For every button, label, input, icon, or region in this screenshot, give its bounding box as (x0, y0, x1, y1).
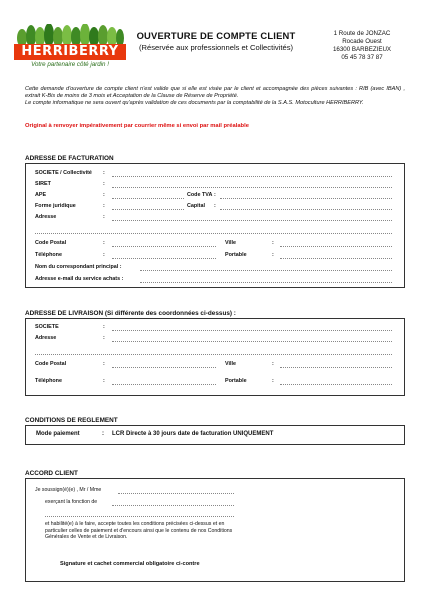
billing-siret-label: SIRET (35, 181, 51, 187)
intro-text (25, 86, 405, 108)
intro-paragraph-2: Le compte informatique ne sera ouvert qu'après validation de ces documents par la comptabilité de la S.A.S. Motoculture HERRIBERRY. (25, 100, 364, 107)
delivery-portable-label: Portable (225, 378, 247, 384)
delivery-section-title: ADRESSE DE LIVRAISON (Si différente des coordonnées ci-dessus) : (25, 310, 236, 317)
form-subtitle: (Réservée aux professionnels et Collectivités) (138, 43, 294, 52)
logo-tagline: Votre partenaire côté jardin ! (31, 61, 109, 68)
billing-ape-label: APE (35, 192, 47, 198)
agreement-function-field[interactable] (112, 505, 234, 506)
tree-logo-icon (16, 24, 124, 46)
agreement-line-2: exerçant la fonction de (45, 499, 98, 505)
billing-cp-label: Code Postal (35, 240, 67, 246)
agreement-function-field-2[interactable] (45, 516, 234, 517)
billing-adresse-field-2[interactable] (35, 233, 392, 234)
billing-portable-field[interactable] (280, 258, 392, 259)
delivery-societe-field[interactable] (112, 330, 392, 331)
delivery-ville-label: Ville (225, 361, 236, 367)
form-title: OUVERTURE DE COMPTE CLIENT (136, 30, 296, 41)
billing-tel-field[interactable] (112, 258, 216, 259)
billing-capital-field[interactable] (220, 209, 392, 210)
agreement-name-field[interactable] (118, 493, 234, 494)
delivery-adresse-field[interactable] (112, 341, 392, 342)
billing-adresse-field[interactable] (112, 220, 392, 221)
payment-value: LCR Directe à 30 jours date de facturation UNIQUEMENT (112, 431, 274, 437)
billing-capital-label: Capital (187, 203, 205, 209)
billing-tva-field[interactable] (220, 198, 392, 199)
delivery-ville-field[interactable] (280, 367, 392, 368)
company-logo (14, 24, 126, 68)
billing-ape-field[interactable] (112, 198, 184, 199)
agreement-line-3: et habilité(e) à le faire, accepte toutes les conditions précisées ci-dessus et en particulier celles de paiement et d'encours ainsi que le contenu de nos Conditions Générales de Vente et de Livraison. (45, 521, 233, 541)
billing-tel-label: Téléphone (35, 252, 62, 258)
billing-section-title: ADRESSE DE FACTURATION (25, 155, 114, 162)
billing-correspondant-label: Nom du correspondant principal : (35, 264, 122, 270)
address-line-2: Rocade Ouest (342, 38, 382, 45)
delivery-cp-label: Code Postal (35, 361, 67, 367)
delivery-tel-label: Téléphone (35, 378, 62, 384)
logo-wordmark: HERRIBERRY (14, 44, 126, 60)
billing-email-field[interactable] (140, 282, 392, 283)
agreement-line-1: Je soussign(é)(e) , Mr / Mme (35, 487, 102, 493)
delivery-cp-field[interactable] (112, 367, 216, 368)
billing-forme-field[interactable] (112, 209, 184, 210)
billing-ville-field[interactable] (280, 246, 392, 247)
payment-section-title: CONDITIONS DE REGLEMENT (25, 417, 118, 424)
agreement-signature: Signature et cachet commercial obligatoire ci-contre (60, 561, 200, 567)
billing-correspondant-field[interactable] (140, 270, 392, 271)
agreement-section-title: ACCORD CLIENT (25, 470, 78, 477)
address-line-4: 05 45 78 37 87 (341, 54, 383, 61)
billing-email-label: Adresse e-mail du service achats : (35, 276, 124, 282)
delivery-tel-field[interactable] (112, 384, 216, 385)
billing-tva-label: Code TVA (187, 192, 213, 198)
billing-adresse-label: Adresse (35, 214, 57, 220)
billing-cp-field[interactable] (112, 246, 216, 247)
intro-paragraph-1: Cette demande d'ouverture de compte client n'est valide que si elle est visée par le client et accompagnée des pièces suivantes : RIB (avec IBAN) , extrait K-Bis de moins de 3 mois et Acceptation de la Clause de Réserve de Propriété. (25, 86, 405, 100)
delivery-portable-field[interactable] (280, 384, 392, 385)
billing-siret-field[interactable] (112, 187, 392, 188)
delivery-adresse-label: Adresse (35, 335, 57, 341)
billing-forme-label: Forme juridique (35, 203, 76, 209)
signature-area[interactable] (250, 484, 396, 574)
delivery-adresse-field-2[interactable] (35, 354, 392, 355)
payment-label: Mode paiement (36, 431, 80, 437)
billing-ville-label: Ville (225, 240, 236, 246)
billing-societe-field[interactable] (112, 176, 392, 177)
billing-societe-label: SOCIETE / Collectivité (35, 170, 92, 176)
warning-text: Original à renvoyer impérativement par courrier même si envoi par mail préalable (25, 123, 249, 129)
address-line-3: 16300 BARBEZIEUX (332, 46, 392, 53)
address-line-1: 1 Route de JONZAC (333, 30, 391, 37)
delivery-societe-label: SOCIETE (35, 324, 59, 330)
billing-portable-label: Portable (225, 252, 247, 258)
